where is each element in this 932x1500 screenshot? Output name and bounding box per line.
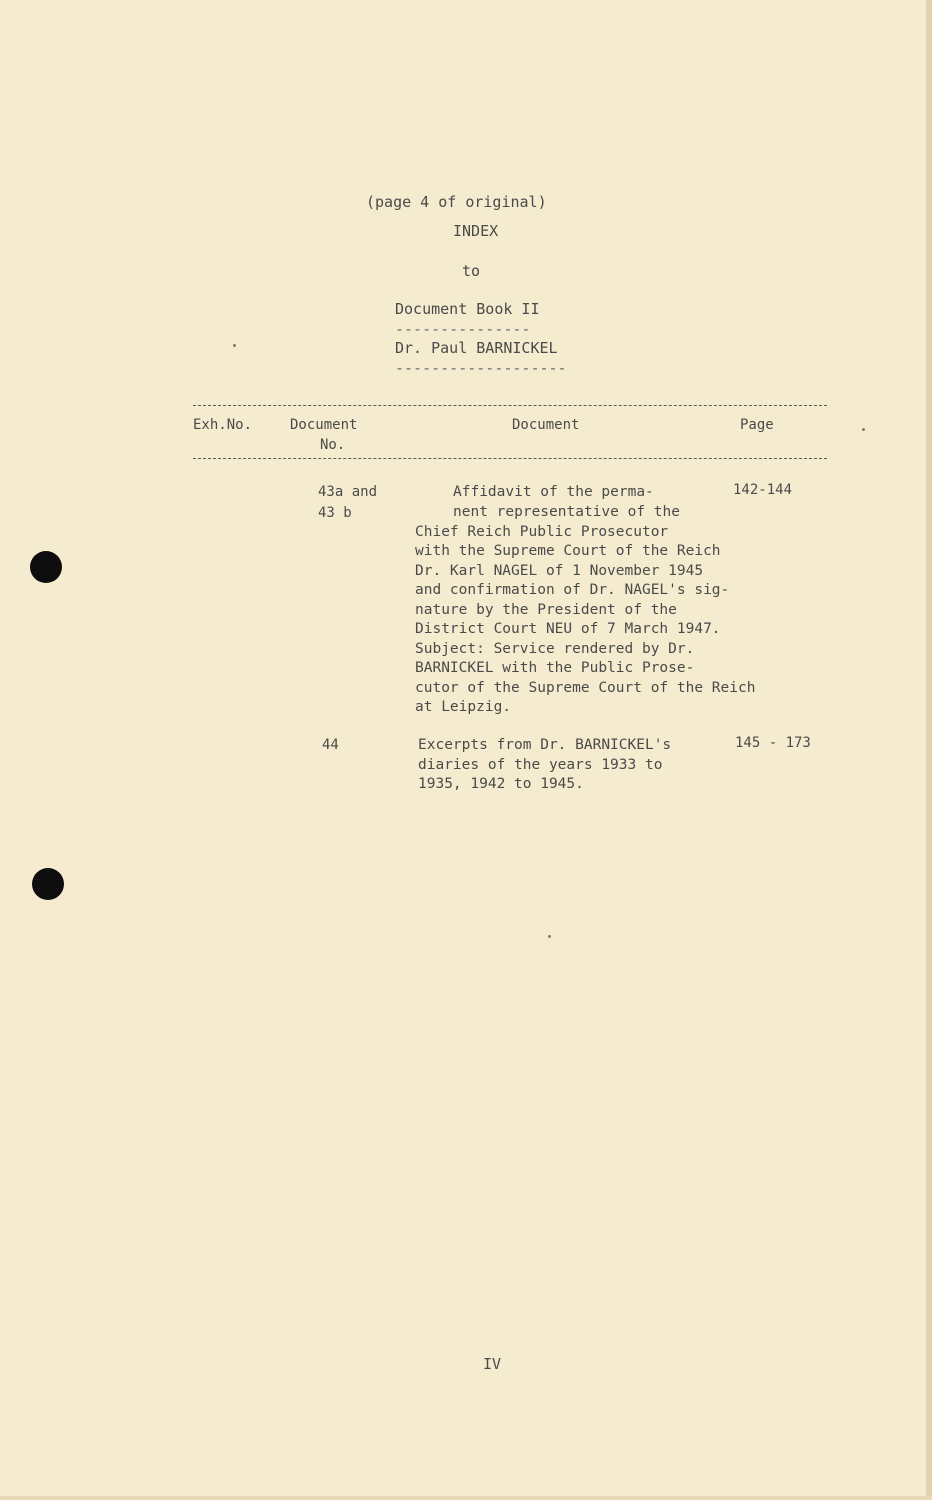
description-line: Subject: Service rendered by Dr. [415, 640, 695, 657]
column-header-page: Page [740, 417, 774, 433]
column-header-document-no-line2: No. [320, 437, 346, 453]
defendant-name: Dr. Paul BARNICKEL [395, 339, 558, 357]
punch-hole-bottom [32, 868, 64, 900]
table-row-1-doc-no: 43a and [318, 484, 378, 500]
paper-speck [233, 344, 236, 347]
table-row-1-description [415, 503, 755, 718]
description-line: BARNICKEL with the Public Prose- [415, 660, 695, 676]
description-line: District Court NEU of 7 March 1947. [415, 621, 721, 637]
paper-speck [862, 428, 865, 431]
column-header-exh-no: Exh.No. [193, 417, 253, 433]
punch-hole-top [30, 551, 62, 583]
table-row-2-page: 145 - 173 [735, 735, 811, 751]
column-header-document-no: Document [290, 417, 358, 433]
table-top-rule [193, 405, 827, 406]
index-to: to [462, 262, 481, 280]
table-row-1-page: 142-144 [733, 482, 793, 498]
underline-dashes-2: ------------------- [395, 359, 567, 377]
description-line: Excerpts from Dr. BARNICKEL's [418, 737, 672, 753]
description-line: at Leipzig. [415, 699, 512, 715]
original-page-note: (page 4 of original) [366, 193, 547, 211]
page-edge-bottom [0, 1496, 932, 1500]
page-edge-right [926, 0, 932, 1500]
table-row-1-doc-no-line2: 43 b [318, 505, 352, 521]
index-title: INDEX [453, 222, 499, 240]
table-row-1-description-first: Affidavit of the perma- [453, 484, 654, 500]
description-line: Chief Reich Public Prosecutor [415, 523, 669, 540]
description-line: nature by the President of the [415, 601, 677, 618]
description-line: Dr. Karl NAGEL of 1 November 1945 [415, 562, 704, 579]
document-book-title: Document Book II [395, 300, 540, 318]
description-line: diaries of the years 1933 to [418, 756, 663, 773]
table-row-2-doc-no: 44 [322, 737, 339, 753]
underline-dashes-1: --------------- [395, 320, 531, 338]
table-header-rule [193, 458, 827, 459]
description-line: cutor of the Supreme Court of the Reich [415, 679, 756, 696]
description-line: nent representative of the [453, 504, 680, 520]
paper-speck [548, 935, 551, 938]
column-header-document: Document [512, 417, 580, 433]
description-line: 1935, 1942 to 1945. [418, 776, 584, 792]
table-row-2-description [418, 736, 671, 795]
description-line: and confirmation of Dr. NAGEL's sig- [415, 582, 730, 598]
page-number: IV [483, 1355, 502, 1373]
description-line: with the Supreme Court of the Reich [415, 543, 721, 559]
